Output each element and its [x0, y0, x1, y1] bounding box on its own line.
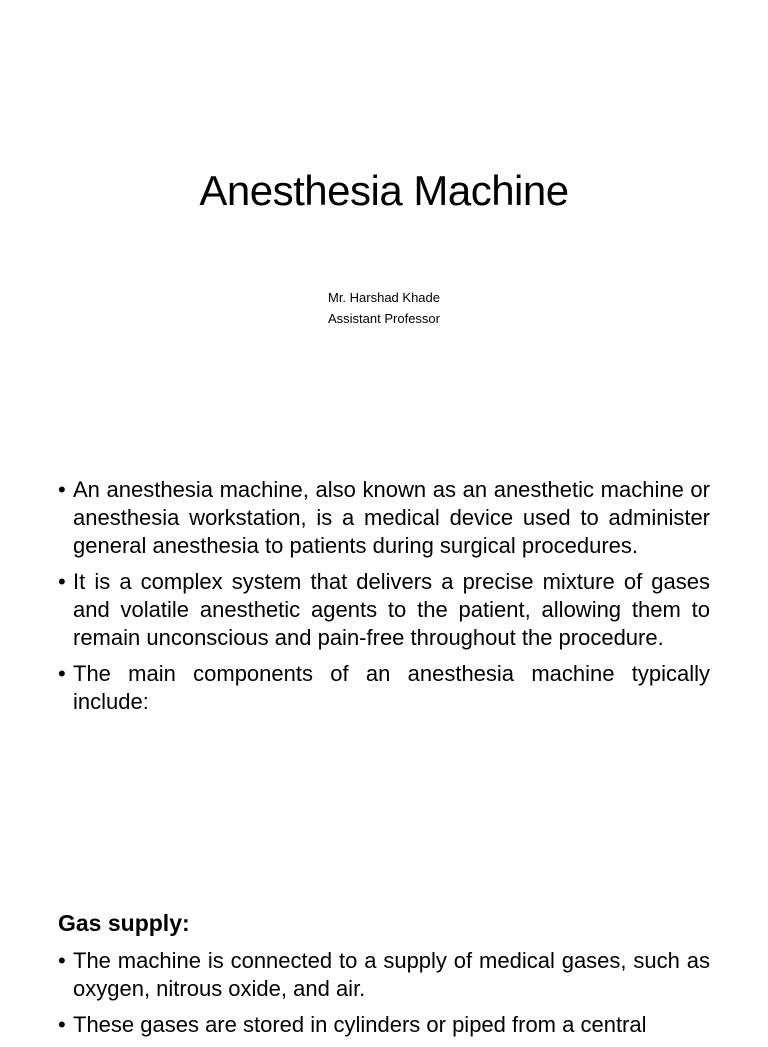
subtitle-block — [0, 287, 768, 329]
bullet-text: The machine is connected to a supply of medical gases, such as oxygen, nitrous oxide, and air. — [73, 948, 710, 1001]
gas-supply-bullet-list — [58, 947, 710, 1047]
bullet-text: An anesthesia machine, also known as an anesthetic machine or anesthesia workstation, is a medical device used to administer general anesthesia to patients during surgical procedures. — [73, 477, 710, 558]
bullet-text: The main components of an anesthesia machine typically include: — [73, 661, 710, 714]
bullet-item — [58, 476, 710, 560]
bullet-marker: • — [58, 661, 66, 686]
title-slide — [0, 0, 768, 432]
author-name: Mr. Harshad Khade — [327, 290, 440, 305]
author-position: Assistant Professor — [328, 311, 440, 326]
gas-supply-slide — [0, 864, 768, 1037]
bullet-marker: • — [58, 1012, 66, 1037]
bullet-marker: • — [58, 948, 66, 973]
bullet-item — [58, 660, 710, 716]
slide-title: Anesthesia Machine — [199, 167, 569, 214]
bullet-item — [58, 1011, 710, 1039]
intro-slide — [0, 432, 768, 864]
bullet-item — [58, 947, 710, 1003]
bullet-item — [58, 568, 710, 652]
section-heading: Gas supply: — [58, 910, 190, 936]
bullet-text: These gases are stored in cylinders or piped from a central — [73, 1012, 647, 1037]
bullet-marker: • — [58, 477, 66, 502]
bullet-marker: • — [58, 569, 66, 594]
intro-bullet-list — [58, 476, 710, 724]
bullet-text: It is a complex system that delivers a precise mixture of gases and volatile anesthetic agents to the patient, allowing them to remain unconscious and pain-free throughout the procedure. — [73, 569, 710, 650]
